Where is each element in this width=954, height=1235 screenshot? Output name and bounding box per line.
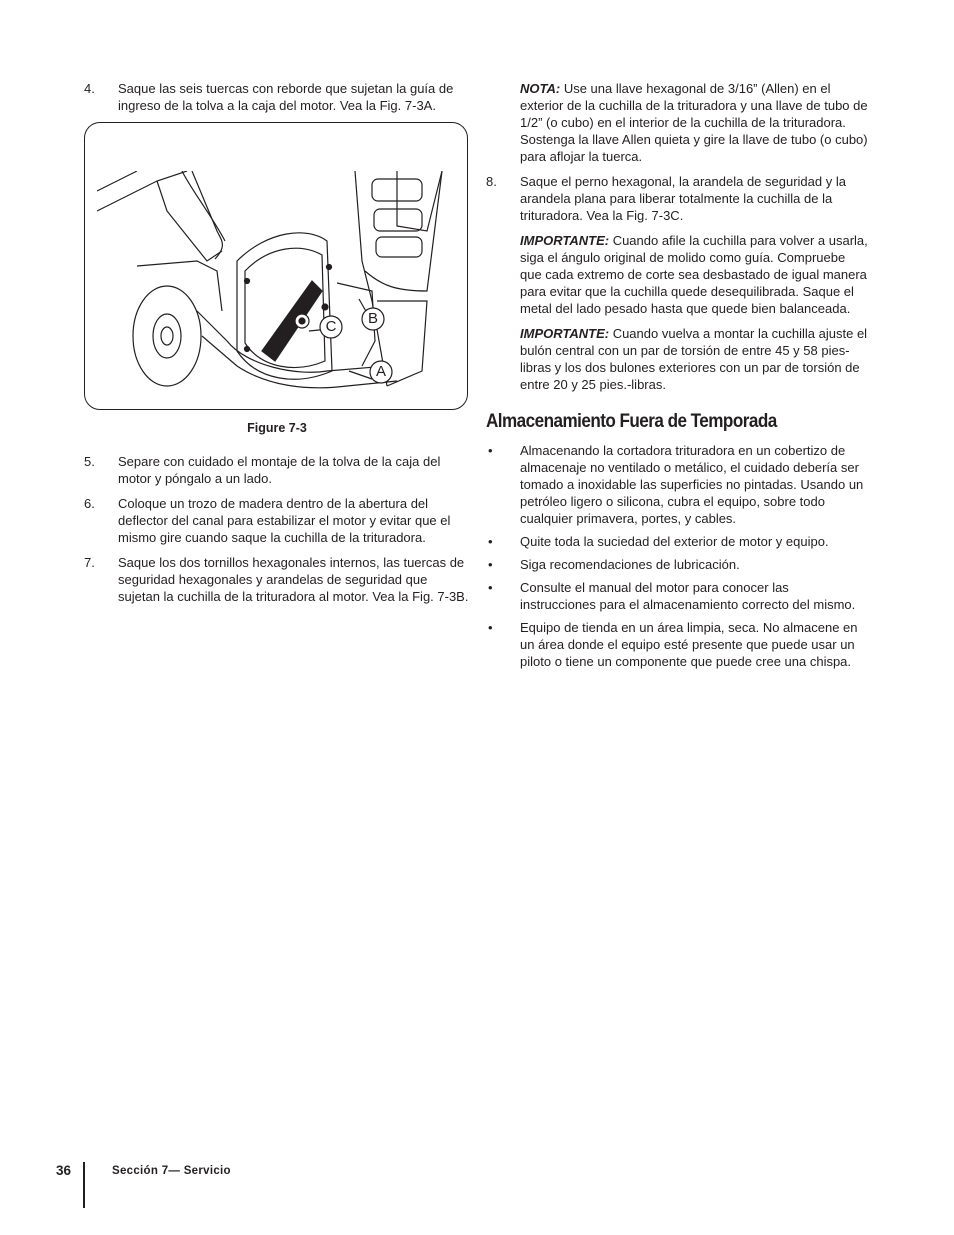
left-column — [84, 80, 470, 613]
nota-label: NOTA: — [520, 81, 561, 96]
list-item-text: Quite toda la suciedad del exterior de motor y equipo. — [520, 534, 829, 549]
page-number: 36 — [56, 1163, 72, 1178]
list-item — [486, 533, 868, 550]
list-item-text: Almacenando la cortadora trituradora en un cobertizo de almacenaje no ventilado o metálico, el cuidado debería ser tomado a inoxidable las superficies no pintadas. Usando un petróleo ligero o silicona, cubra el equipo, sobre todo cualquier primavera, portes, y cables. — [520, 443, 864, 526]
step-number: 8. — [486, 174, 497, 189]
callout-a-label: A — [375, 363, 386, 380]
bullet-icon: • — [488, 557, 493, 572]
importante-paragraph-2 — [520, 325, 868, 393]
step-6 — [84, 495, 470, 546]
step-text: Separe con cuidado el montaje de la tolva de la caja del motor y póngalo a un lado. — [118, 454, 441, 486]
section-title: Sección 7— Servicio — [112, 1165, 231, 1177]
callout-b-label: B — [367, 310, 378, 327]
bullet-icon: • — [488, 534, 493, 549]
step-text: Saque los dos tornillos hexagonales internos, las tuercas de seguridad hexagonales y arandelas de seguridad que sujetan la cuchilla de la trituradora al motor. Vea la Fig. 7-3B. — [118, 555, 469, 604]
list-item — [486, 556, 868, 573]
chipper-shredder-illustration — [97, 171, 457, 397]
list-item — [486, 579, 868, 613]
section-heading: Almacenamiento Fuera de Temporada — [486, 411, 777, 432]
nota-paragraph — [520, 80, 868, 165]
bullet-icon: • — [488, 580, 493, 595]
step-5 — [84, 453, 470, 487]
list-item-text: Equipo de tienda en un área limpia, seca. No almacene en un área donde el equipo esté presente que puede usar un piloto o tiene un componente que puede cree una chispa. — [520, 620, 858, 669]
step-7 — [84, 554, 470, 605]
step-number: 6. — [84, 496, 95, 511]
list-item-text: Consulte el manual del motor para conocer las instrucciones para el almacenamiento correcto del mismo. — [520, 580, 856, 612]
figure-caption: Figure 7-3 — [247, 421, 307, 435]
step-text: Saque las seis tuercas con reborde que sujetan la guía de ingreso de la tolva a la caja del motor. Vea la Fig. 7-3A. — [118, 81, 454, 113]
step-8 — [486, 173, 868, 224]
importante-label: IMPORTANTE: — [520, 233, 610, 248]
step-4 — [84, 80, 470, 114]
list-item — [486, 619, 868, 670]
step-number: 4. — [84, 81, 95, 96]
importante-label: IMPORTANTE: — [520, 326, 610, 341]
list-item — [486, 442, 868, 527]
list-item-text: Siga recomendaciones de lubricación. — [520, 557, 740, 572]
bullet-icon: • — [488, 443, 493, 458]
importante-paragraph-1 — [520, 232, 868, 317]
step-number: 5. — [84, 454, 95, 469]
callout-c-label: C — [325, 318, 337, 335]
importante-text: Cuando afile la cuchilla para volver a usarla, siga el ángulo original de molido como guía. Compruebe que cada extremo de corte sea desbastado de igual manera para evitar que la cuchilla quede desequilibrada. Saque el metal del lado pesado hasta que quede bien balanceada. — [520, 233, 868, 316]
footer-divider — [83, 1162, 85, 1208]
step-text: Coloque un trozo de madera dentro de la abertura del deflector del canal para estabilizar el motor y evitar que el mismo gire cuando saque la cuchilla de la trituradora. — [118, 496, 451, 545]
step-text: Saque el perno hexagonal, la arandela de seguridad y la arandela plana para liberar totalmente la cuchilla de la trituradora. Vea la Fig. 7-3C. — [520, 174, 846, 223]
step-number: 7. — [84, 555, 95, 570]
right-column — [486, 80, 868, 676]
nota-text: Use una llave hexagonal de 3/16” (Allen) en el exterior de la cuchilla de la trituradora y una llave de tubo de 1/2” (o cubo) en el interior de la cuchilla de la trituradora. Sostenga la llave Allen quieta y gire la llave de tubo (o cubo) para aflojar la tuerca. — [520, 81, 868, 164]
figure-7-3 — [84, 122, 468, 410]
importante-text: Cuando vuelva a montar la cuchilla ajuste el bulón central con un par de torsión de entre 45 y 58 pies-libras y los dos bulones exteriores con un par de torsión de entre 20 y 25 pies.-libras. — [520, 326, 868, 392]
bullet-icon: • — [488, 620, 493, 635]
